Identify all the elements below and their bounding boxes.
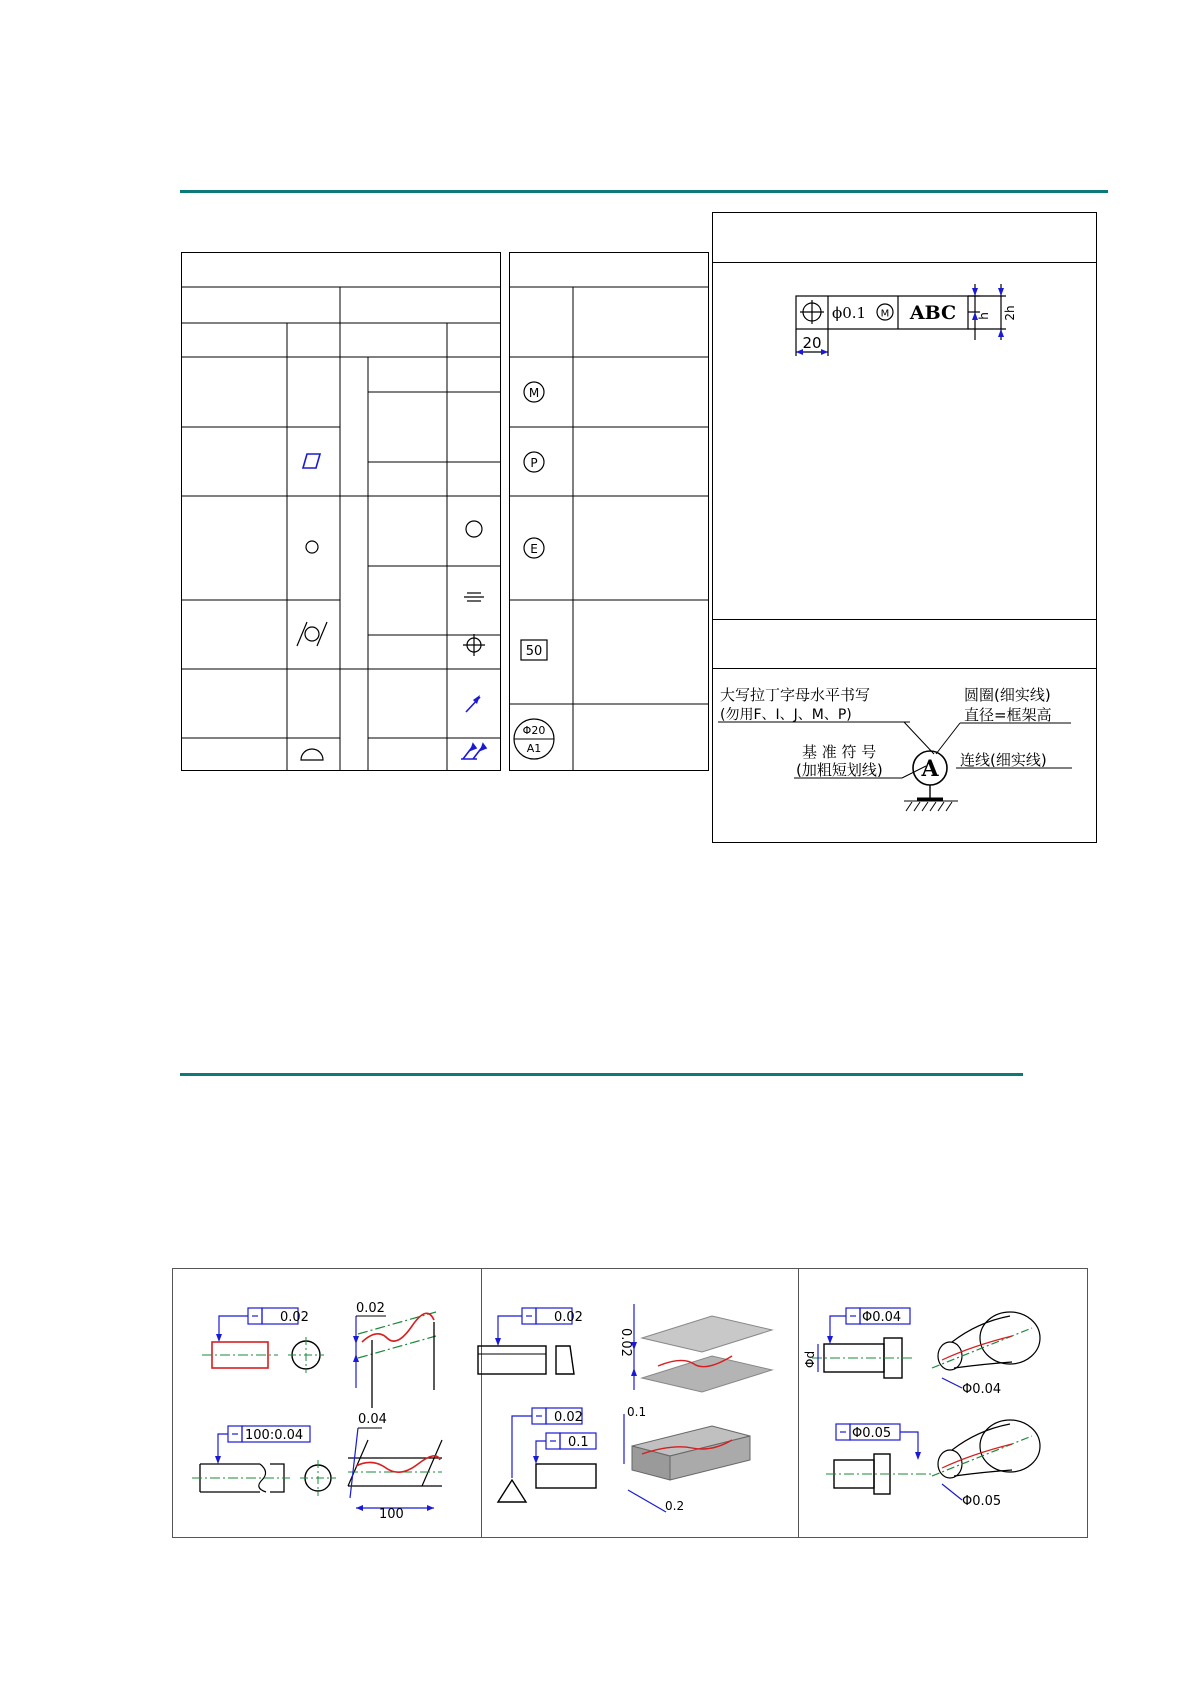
- axis-example-b: [826, 1424, 932, 1494]
- flatness-value-b2: 0.1: [568, 1435, 589, 1450]
- straightness-band-3d: [348, 1412, 442, 1522]
- total-runout-icon: [461, 744, 486, 759]
- note-datum-1: 基 准 符 号: [802, 743, 877, 761]
- note-link-line: 连线(细实线): [960, 751, 1047, 769]
- axis-value-a: Φ0.04: [862, 1310, 902, 1325]
- note-datum-2: (加粗短划线): [796, 761, 883, 779]
- note-uppercase-1: 大写拉丁字母水平书写: [720, 686, 871, 704]
- height-h-dimension: h: [977, 312, 991, 320]
- note-circle-2: 直径=框架高: [964, 706, 1052, 724]
- circular-runout-icon: [466, 695, 480, 712]
- flatness-value-b1: 0.02: [554, 1410, 583, 1425]
- straightness-plane-3d: [353, 1301, 436, 1408]
- straightness-axis-example: [192, 1426, 336, 1496]
- concentricity-icon: [466, 521, 482, 537]
- frame-width-dimension: 20: [802, 334, 822, 352]
- datum-references: ABC: [909, 302, 957, 324]
- axis-value-b: Φ0.05: [852, 1426, 892, 1441]
- axis-3d-b: [932, 1420, 1040, 1509]
- envelope-letter: E: [530, 542, 538, 556]
- flatness-zone-value: 0.02: [618, 1328, 633, 1357]
- circularity-icon: [306, 541, 318, 553]
- section-rule-top: [180, 190, 1108, 193]
- axis-3d-value-b: Φ0.05: [962, 1494, 1002, 1509]
- note-circle-1: 圆圈(细实线): [964, 686, 1051, 704]
- axis-3d-a: [932, 1312, 1040, 1397]
- section-rule-middle: [180, 1073, 1023, 1076]
- ted-value: 50: [525, 644, 543, 659]
- flatness-example-b: [498, 1408, 596, 1502]
- projected-tolerance-icon: [524, 452, 544, 472]
- mmc-icon: [524, 382, 544, 402]
- tolerance-modifier: M: [880, 308, 890, 320]
- flatness-width-value: 0.2: [665, 1499, 685, 1513]
- tolerance-value: ϕ0.1: [832, 304, 867, 322]
- straightness-value: 0.02: [280, 1310, 309, 1325]
- flatness-depth-value: 0.1: [627, 1405, 647, 1419]
- flatness-zone-3d-b: [624, 1405, 750, 1513]
- mmc-letter: M: [528, 386, 540, 400]
- flatness-value-a: 0.02: [554, 1310, 583, 1325]
- datum-target-icon: [514, 719, 554, 759]
- envelope-icon: [524, 538, 544, 558]
- flatness-example-a: [478, 1308, 583, 1374]
- straightness-plane-example: [202, 1308, 324, 1373]
- axis-ratio-value: 100:0.04: [245, 1428, 304, 1443]
- band-value: 0.04: [358, 1412, 387, 1427]
- tolerance-frame: [790, 280, 1020, 360]
- symbol-table: [181, 252, 712, 772]
- straightness-3d-value: 0.02: [356, 1301, 385, 1316]
- axis-3d-value-a: Φ0.04: [962, 1382, 1002, 1397]
- axis-example-a: [803, 1308, 912, 1378]
- flatness-zone-3d-a: [618, 1304, 772, 1392]
- profile-surface-icon: [301, 749, 323, 760]
- diameter-label: Φd: [803, 1350, 817, 1368]
- flatness-icon: [303, 454, 320, 468]
- examples-drawings: [172, 1268, 1086, 1536]
- symmetry-icon: [464, 593, 484, 601]
- projected-letter: P: [530, 456, 538, 470]
- note-uppercase-2: (勿用F、I、J、M、P): [720, 707, 852, 723]
- band-length: 100: [379, 1507, 404, 1522]
- datum-letter: A: [921, 756, 939, 782]
- datum-target-size: Φ20: [522, 724, 546, 737]
- cylindricity-icon: [297, 622, 327, 646]
- position-icon: [463, 634, 485, 656]
- height-2h-dimension: 2h: [1003, 305, 1017, 321]
- datum-target-id: A1: [526, 742, 542, 755]
- theoretical-exact-dimension-icon: [521, 640, 547, 660]
- datum-symbol-diagram: [714, 680, 1094, 820]
